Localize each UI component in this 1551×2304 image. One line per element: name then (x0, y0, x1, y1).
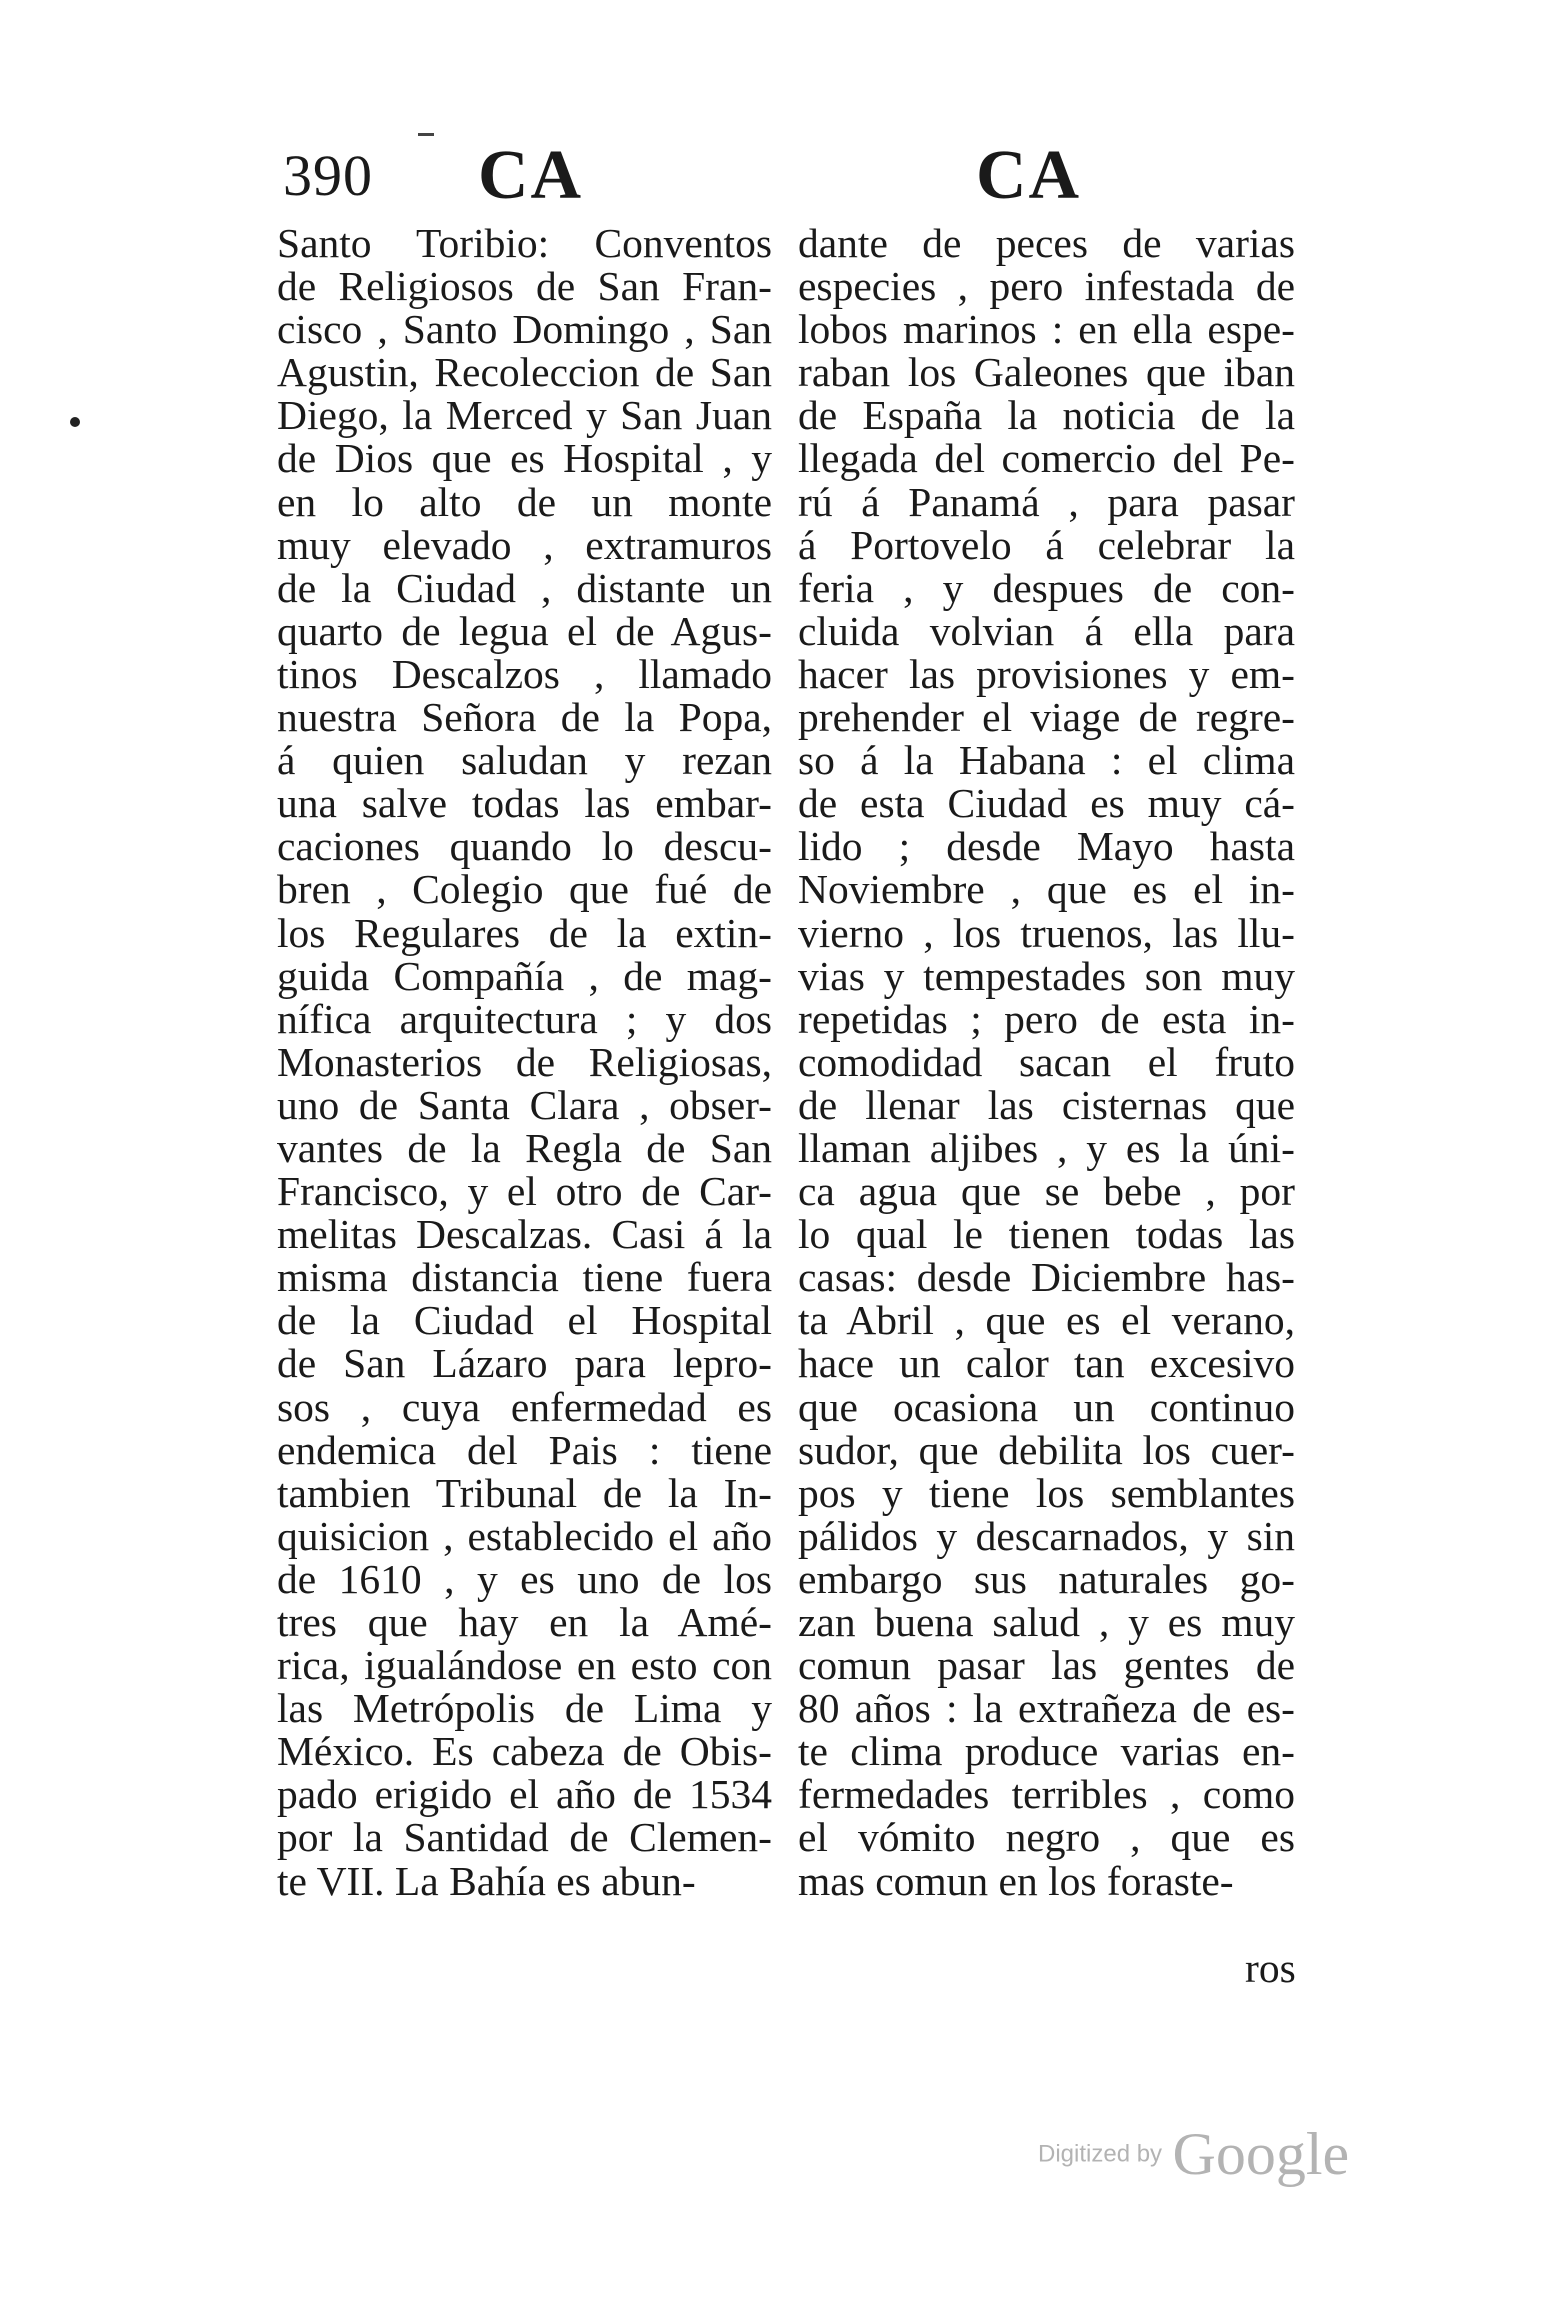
text-line: repetidas ; pero de esta in- (798, 995, 1295, 1042)
text-line: misma distancia tiene fuera (277, 1254, 772, 1301)
text-line: nífica arquitectura ; y dos (277, 995, 772, 1042)
text-line: so á la Habana : el clima (798, 737, 1295, 784)
text-line: embargo sus naturales go- (798, 1555, 1295, 1602)
catchword: ros (1245, 1945, 1296, 1991)
right-text-column (798, 222, 1295, 1903)
text-line: Monasterios de Religiosas, (277, 1038, 772, 1085)
text-line: los Regulares de la extin- (277, 909, 772, 956)
text-line: rica, igualándose en esto con (277, 1642, 772, 1689)
text-line: de llenar las cisternas que (798, 1081, 1295, 1128)
text-line: que ocasiona un continuo (798, 1383, 1295, 1430)
text-line: lido ; desde Mayo hasta (798, 823, 1295, 870)
text-line: Francisco, y el otro de Car- (277, 1168, 772, 1215)
text-line: llegada del comercio del Pe- (798, 435, 1295, 482)
text-line: las Metrópolis de Lima y (277, 1685, 772, 1732)
running-head-left: CA (478, 137, 584, 214)
text-line: á Portovelo á celebrar la (798, 521, 1295, 568)
text-line: de San Lázaro para lepro- (277, 1340, 772, 1387)
ink-dash-mark (418, 133, 434, 136)
watermark-prefix: Digitized by (1038, 2140, 1163, 2168)
text-line: melitas Descalzas. Casi á la (277, 1211, 772, 1258)
text-line: pado erigido el año de 1534 (277, 1771, 772, 1818)
text-line: quisicion , establecido el año (277, 1512, 772, 1559)
text-line: te VII. La Bahía es abun- (277, 1857, 696, 1904)
text-line: tambien Tribunal de la In- (277, 1469, 772, 1516)
text-line: dante de peces de varias (798, 220, 1295, 266)
text-line: de Dios que es Hospital , y (277, 435, 772, 482)
text-line: pálidos y descarnados, y sin (798, 1512, 1295, 1559)
text-line: tres que hay en la Amé- (277, 1599, 772, 1645)
text-line: uno de Santa Clara , obser- (277, 1081, 772, 1128)
page-number: 390 (283, 143, 373, 208)
text-line: quarto de legua el de Agus- (277, 607, 772, 654)
left-text-column (277, 222, 772, 1903)
text-line: prehender el viage de regre- (798, 694, 1295, 741)
digitized-by-google-watermark (1038, 2120, 1349, 2189)
text-line: rú á Panamá , para pasar (798, 478, 1295, 525)
text-line: bren , Colegio que fué de (277, 866, 772, 913)
text-line: el vómito negro , que es (798, 1814, 1295, 1861)
text-line: Agustin, Recoleccion de San (277, 349, 772, 396)
text-line: especies , pero infestada de (798, 263, 1295, 310)
running-head-right: CA (976, 137, 1082, 214)
text-line: de 1610 , y es uno de los (277, 1555, 772, 1602)
text-line: comun pasar las gentes de (798, 1642, 1295, 1689)
text-line: de España la noticia de la (798, 392, 1295, 439)
text-line: casas: desde Diciembre has- (798, 1254, 1295, 1301)
text-line: Noviembre , que es el in- (798, 866, 1295, 913)
text-line: sudor, que debilita los cuer- (798, 1426, 1295, 1473)
text-line: pos y tiene los semblantes (798, 1469, 1295, 1516)
text-line: una salve todas las embar- (277, 780, 772, 827)
text-line: llaman aljibes , y es la úni- (798, 1124, 1295, 1171)
text-line: de esta Ciudad es muy cá- (798, 780, 1295, 827)
text-line: lobos marinos : en ella espe- (798, 306, 1295, 353)
margin-ink-dot (70, 417, 80, 427)
text-line: lo qual le tienen todas las (798, 1211, 1295, 1258)
text-line: Diego, la Merced y San Juan (277, 392, 772, 439)
text-line: cisco , Santo Domingo , San (277, 306, 772, 353)
text-line: muy elevado , extramuros (277, 521, 772, 568)
text-line: vias y tempestades son muy (798, 952, 1295, 999)
text-line: México. Es cabeza de Obis- (277, 1728, 772, 1775)
text-line: raban los Galeones que iban (798, 349, 1295, 396)
text-line: cluida volvian á ella para (798, 607, 1295, 654)
text-line: endemica del Pais : tiene (277, 1426, 772, 1473)
text-line: te clima produce varias en- (798, 1728, 1295, 1775)
text-line: vantes de la Regla de San (277, 1124, 772, 1171)
text-line: nuestra Señora de la Popa, (277, 694, 772, 741)
text-line: ca agua que se bebe , por (798, 1168, 1295, 1215)
text-line: de Religiosos de San Fran- (277, 263, 772, 310)
text-line: tinos Descalzos , llamado (277, 650, 772, 697)
text-line: hace un calor tan excesivo (798, 1340, 1295, 1387)
text-line: zan buena salud , y es muy (798, 1599, 1295, 1645)
text-line: ta Abril , que es el verano, (798, 1297, 1295, 1344)
text-line: comodidad sacan el fruto (798, 1038, 1295, 1085)
text-line: de la Ciudad el Hospital (277, 1297, 772, 1344)
text-line: Santo Toribio: Conventos (277, 220, 772, 266)
text-line: 80 años : la extrañeza de es- (798, 1685, 1295, 1732)
text-line: á quien saludan y rezan (277, 737, 772, 784)
text-line: fermedades terribles , como (798, 1771, 1295, 1818)
text-line: caciones quando lo descu- (277, 823, 772, 870)
text-line: en lo alto de un monte (277, 478, 772, 525)
text-line: por la Santidad de Clemen- (277, 1814, 772, 1861)
text-line: guida Compañía , de mag- (277, 952, 772, 999)
text-line: vierno , los truenos, las llu- (798, 909, 1295, 956)
text-line: feria , y despues de con- (798, 564, 1295, 611)
google-logo-text: Google (1172, 2121, 1350, 2187)
text-line: mas comun en los foraste- (798, 1857, 1234, 1904)
text-line: sos , cuya enfermedad es (277, 1383, 772, 1430)
text-line: hacer las provisiones y em- (798, 650, 1295, 697)
text-line: de la Ciudad , distante un (277, 564, 772, 611)
